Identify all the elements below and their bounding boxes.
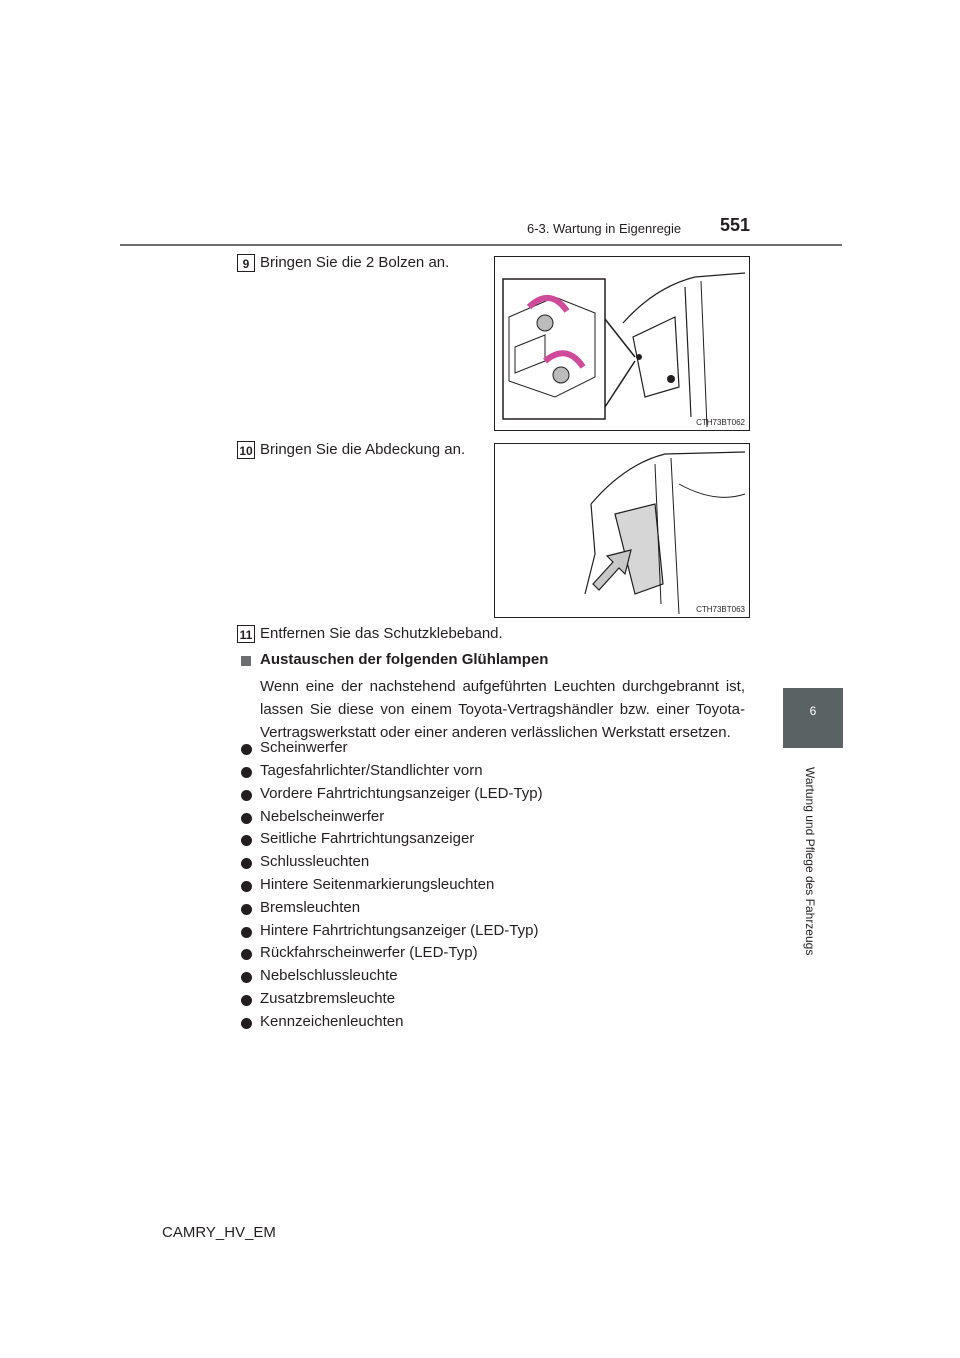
bullet-icon	[241, 1018, 252, 1029]
bullet-icon	[241, 858, 252, 869]
chapter-tab-number: 6	[809, 704, 817, 718]
list-item: Nebelscheinwerfer	[260, 808, 385, 825]
step-number-10: 10	[237, 441, 255, 459]
step-text-10: Bringen Sie die Abdeckung an.	[260, 441, 466, 458]
cover-illustration	[495, 444, 750, 618]
page-number: 551	[720, 215, 751, 235]
bullet-icon	[241, 767, 252, 778]
bullet-icon	[241, 972, 252, 983]
list-item: Hintere Fahrtrichtungsanzeiger (LED-Typ)	[260, 922, 539, 939]
figure-code: CTH73BT062	[696, 418, 745, 427]
bullet-icon	[241, 949, 252, 960]
list-item: Vordere Fahrtrichtungsanzeiger (LED-Typ)	[260, 785, 543, 802]
list-item: Tagesfahrlichter/Standlichter vorn	[260, 762, 483, 779]
list-item: Zusatzbremsleuchte	[260, 990, 396, 1007]
bullet-icon	[241, 744, 252, 755]
list-item: Kennzeichenleuchten	[260, 1013, 404, 1030]
header-rule	[120, 244, 842, 246]
bolt-illustration	[495, 257, 750, 431]
bullet-icon	[241, 995, 252, 1006]
figure-cover	[494, 443, 750, 618]
list-item: Hintere Seitenmarkierungsleuchten	[260, 876, 495, 893]
chapter-tab-label: Wartung und Pflege des Fahrzeugs	[803, 767, 817, 956]
list-item: Bremsleuchten	[260, 899, 361, 916]
section-paragraph: Wenn eine der nachstehend aufgeführten Leuchten durchgebrannt ist, lassen Sie diese von einem Toyota-Vertragshändler bzw. einer Toyota-Vertragswerkstatt oder einer anderen verlässlichen Werkstatt ersetzen.	[260, 678, 745, 741]
figure-bolts	[494, 256, 750, 431]
step-number-11: 11	[237, 625, 255, 643]
bullet-icon	[241, 813, 252, 824]
step-text-11: Entfernen Sie das Schutzklebeband.	[260, 625, 503, 642]
bullet-icon	[241, 790, 252, 801]
running-header-section: 6-3. Wartung in Eigenregie	[527, 221, 682, 236]
figure-code: CTH73BT063	[696, 605, 745, 614]
list-item: Scheinwerfer	[260, 739, 348, 756]
bullet-icon	[241, 927, 252, 938]
list-item: Rückfahrscheinwerfer (LED-Typ)	[260, 944, 478, 961]
list-item: Schlussleuchten	[260, 853, 370, 870]
step-text-9: Bringen Sie die 2 Bolzen an.	[260, 254, 450, 271]
chapter-tab	[783, 688, 843, 748]
bullet-icon	[241, 835, 252, 846]
bullet-icon	[241, 904, 252, 915]
footer-model-code: CAMRY_HV_EM	[162, 1224, 276, 1241]
section-title: Austauschen der folgenden Glühlampen	[260, 651, 549, 668]
list-item: Nebelschlussleuchte	[260, 967, 398, 984]
section-marker-icon	[241, 656, 251, 666]
list-item: Seitliche Fahrtrichtungsanzeiger	[260, 830, 475, 847]
step-number-9: 9	[237, 254, 255, 272]
bullet-icon	[241, 881, 252, 892]
